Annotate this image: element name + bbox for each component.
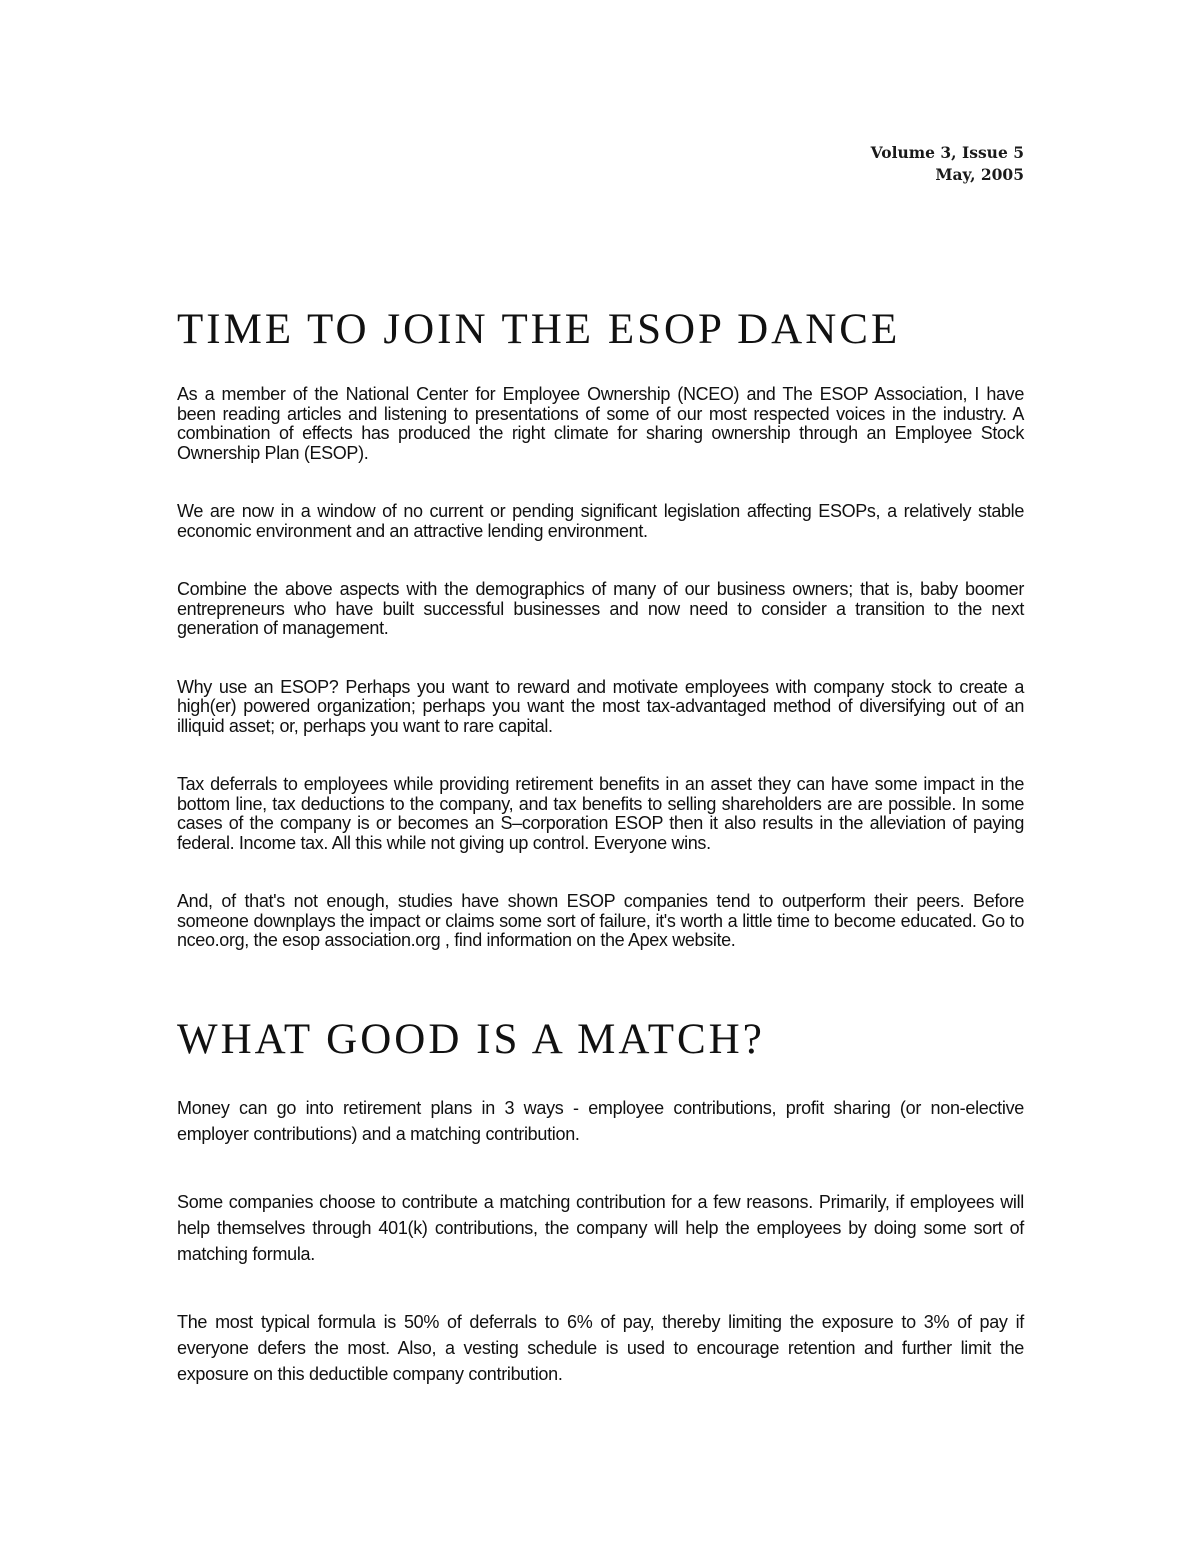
article-esop-dance — [177, 305, 1024, 951]
article-paragraph: We are now in a window of no current or pending significant legislation affecting ESOPs, a relatively stable economic environment and an attractive lending environment. — [177, 501, 1024, 541]
article-paragraph: Why use an ESOP? Perhaps you want to reward and motivate employees with company stock to create a high(er) powered organization; perhaps you want the most tax-advantaged method of diversifying out of an illiquid asset; or, perhaps you want to rare capital. — [177, 676, 1024, 736]
article-title: WHAT GOOD IS A MATCH? — [177, 1016, 765, 1063]
article-paragraph: The most typical formula is 50% of deferrals to 6% of pay, thereby limiting the exposure to 3% of pay if everyone defers the most. Also, a vesting schedule is used to encourage retention and further limit the exposure on this deductible company contribution. — [177, 1312, 1024, 1384]
article-paragraph: Combine the above aspects with the demographics of many of our business owners; that is, baby boomer entrepreneurs who have built successful businesses and now need to consider a transition to the next generation of management. — [177, 579, 1024, 638]
issue-date: May, 2005 — [935, 165, 1024, 184]
issue-info — [871, 142, 1024, 186]
article-paragraph: As a member of the National Center for Employee Ownership (NCEO) and The ESOP Association, I have been reading articles and listening to presentations of some of our most respected voices in the industry. A combination of effects has produced the right climate for sharing ownership through an Employee Stock Ownership Plan (ESOP). — [177, 384, 1024, 463]
article-paragraph: And, of that's not enough, studies have shown ESOP companies tend to outperform their peers. Before someone downplays the impact or claims some sort of failure, it's worth a little time to become educated. Go to nceo.org, the esop association.org , find information on the Apex website. — [177, 891, 1024, 950]
article-paragraph: Some companies choose to contribute a matching contribution for a few reasons. Primarily, if employees will help themselves through 401(k) contributions, the company will help the employees by doing some sort of matching formula. — [177, 1192, 1024, 1264]
article-match — [177, 1015, 1024, 1387]
article-paragraph: Money can go into retirement plans in 3 ways - employee contributions, profit sharing (or non-elective employer contributions) and a matching contribution. — [177, 1098, 1024, 1144]
article-title: TIME TO JOIN THE ESOP DANCE — [177, 306, 901, 353]
volume-issue: Volume 3, Issue 5 — [870, 143, 1024, 162]
article-paragraph: Tax deferrals to employees while providing retirement benefits in an asset they can have some impact in the bottom line, tax deductions to the company, and tax benefits to selling shareholders are are possible. In some cases of the company is or becomes an S–corporation ESOP then it also results in the alleviation of paying federal. Income tax. All this while not giving up control. Everyone wins. — [177, 774, 1024, 853]
